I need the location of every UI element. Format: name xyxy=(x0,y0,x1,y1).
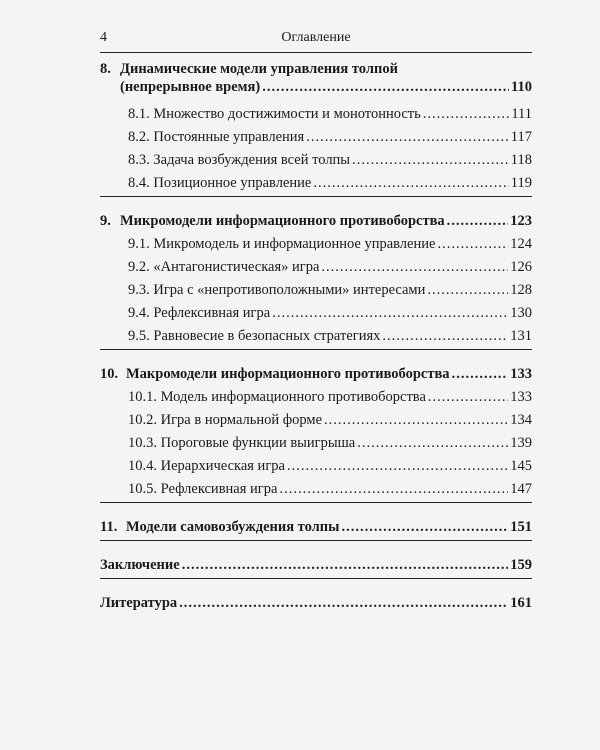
leader-dots xyxy=(306,128,509,146)
leader-dots xyxy=(427,281,508,299)
chapter-page: 151 xyxy=(510,519,532,535)
conclusion-page: 159 xyxy=(510,557,532,573)
chapter-title: Динамические модели управления толпой xyxy=(120,61,398,77)
leader-dots xyxy=(279,480,508,498)
toc-section[interactable]: 8.2. Постоянные управления ..... 117 xyxy=(100,123,532,146)
toc-section[interactable]: 9.4. Рефлексивная игра ..... 130 xyxy=(100,299,532,322)
references-page: 161 xyxy=(510,595,532,611)
chapter-page: 133 xyxy=(510,366,532,382)
toc-section[interactable]: 10.3. Пороговые функции выигрыша ..... 139 xyxy=(100,429,532,452)
leader-dots xyxy=(262,78,509,96)
leader-dots xyxy=(437,235,508,253)
references-label: Литература xyxy=(100,595,178,611)
toc-section[interactable]: 8.4. Позиционное управление ..... 119 xyxy=(100,169,532,192)
section-divider xyxy=(100,578,532,579)
chapter-title: Микромодели информационного противоборства xyxy=(120,213,445,229)
chapter-title-continued: (непрерывное время) xyxy=(120,79,261,95)
toc-chapter-10[interactable] xyxy=(100,357,532,383)
page-number: 4 xyxy=(100,30,107,45)
leader-dots xyxy=(452,365,509,383)
leader-dots xyxy=(287,457,508,475)
toc-section[interactable]: 9.5. Равновесие в безопасных стратегиях ..... 131 xyxy=(100,322,532,345)
chapter-page: 110 xyxy=(511,79,532,95)
leader-dots xyxy=(182,556,509,574)
table-of-contents xyxy=(100,60,532,612)
running-header xyxy=(100,30,532,53)
toc-chapter-8[interactable] xyxy=(100,60,532,100)
toc-section[interactable]: 8.1. Множество достижимости и монотонность ..... 111 xyxy=(100,100,532,123)
chapter-title: Модели самовозбуждения толпы xyxy=(126,519,340,535)
leader-dots xyxy=(313,174,508,192)
leader-dots xyxy=(447,212,509,230)
toc-section[interactable]: 9.1. Микромодель и информационное управление ..... 124 xyxy=(100,230,532,253)
toc-chapter-11[interactable] xyxy=(100,510,532,536)
toc-section[interactable]: 10.1. Модель информационного противоборства ..... 133 xyxy=(100,383,532,406)
chapter-number: 8. xyxy=(100,61,111,77)
toc-references[interactable] xyxy=(100,586,532,612)
leader-dots xyxy=(423,105,510,123)
leader-dots xyxy=(179,594,508,612)
section-divider xyxy=(100,349,532,350)
toc-section[interactable]: 10.2. Игра в нормальной форме ..... 134 xyxy=(100,406,532,429)
chapter-title: Макромодели информационного противоборства xyxy=(126,366,450,382)
leader-dots xyxy=(324,411,508,429)
leader-dots xyxy=(357,434,508,452)
section-divider xyxy=(100,196,532,197)
chapter-number: 10. xyxy=(100,366,119,382)
chapter-number: 9. xyxy=(100,213,111,229)
toc-section[interactable]: 9.3. Игра с «непротивоположными» интересами ..... 128 xyxy=(100,276,532,299)
leader-dots xyxy=(352,151,509,169)
chapter-page: 123 xyxy=(510,213,532,229)
leader-dots xyxy=(428,388,508,406)
conclusion-label: Заключение xyxy=(100,557,180,573)
leader-dots xyxy=(382,327,508,345)
chapter-number: 11. xyxy=(100,519,118,535)
toc-section[interactable]: 10.4. Иерархическая игра ..... 145 xyxy=(100,452,532,475)
section-divider xyxy=(100,502,532,503)
leader-dots xyxy=(341,518,508,536)
toc-section[interactable]: 8.3. Задача возбуждения всей толпы ..... 118 xyxy=(100,146,532,169)
toc-section[interactable]: 10.5. Рефлексивная игра ..... 147 xyxy=(100,475,532,498)
toc-chapter-9[interactable] xyxy=(100,204,532,230)
leader-dots xyxy=(272,304,508,322)
section-divider xyxy=(100,540,532,541)
toc-conclusion[interactable] xyxy=(100,548,532,574)
toc-section[interactable]: 9.2. «Антагонистическая» игра ..... 126 xyxy=(100,253,532,276)
running-title: Оглавление xyxy=(281,30,351,45)
leader-dots xyxy=(321,258,508,276)
